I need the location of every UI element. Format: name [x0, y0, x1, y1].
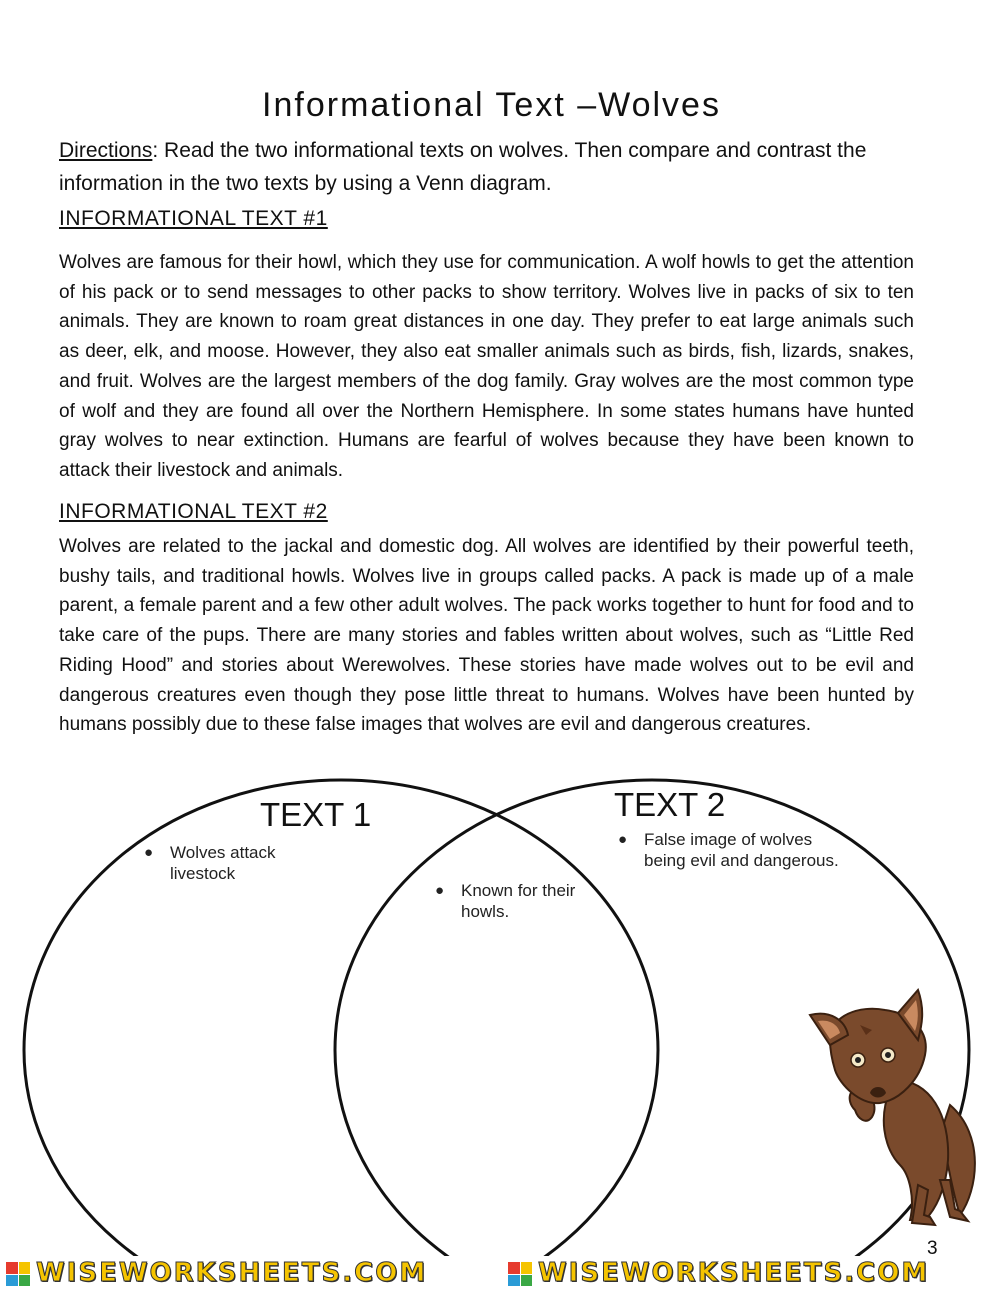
venn-right-note-text: False image of wolves being evil and dangerous. [644, 830, 839, 870]
wolf-illustration [800, 985, 980, 1230]
directions-text: : Read the two informational texts on wolves. Then compare and contrast the information in the two texts by using a Venn diagram. [59, 139, 867, 195]
text1-body: Wolves are famous for their howl, which they use for communication. A wolf howls to get the attention of his pack or to send messages to other packs to show territory. Wolves live in packs of six to ten animals. They are known to roam great distances in one day. They prefer to eat large animals such as deer, elk, and moose. However, they also eat smaller animals such as birds, fish, lizards, snakes, and fruit. Wolves are the largest members of the dog family. Gray wolves are the most common type of wolf and they are found all over the Northern Hemisphere. In some states humans have hunted gray wolves to near extinction. Humans are fearful of wolves because they have been known to attack their livestock and animals. [59, 252, 914, 481]
text2-heading: INFORMATIONAL TEXT #2 [59, 500, 328, 523]
venn-left-circle [24, 780, 658, 1256]
text1-heading: INFORMATIONAL TEXT #1 [59, 207, 328, 230]
venn-right-note[interactable] [618, 829, 844, 871]
venn-left-label: TEXT 1 [260, 796, 372, 833]
page-number: 3 [927, 1238, 938, 1259]
footer-brand-text: WISEWORKSHEETS.COM [538, 1258, 930, 1288]
venn-middle-note-text: Known for their howls. [461, 881, 576, 921]
bullet-icon: ● [618, 831, 628, 848]
wiseworksheets-logo-icon [6, 1262, 30, 1286]
footer-banner [0, 1256, 1000, 1291]
venn-left-note-text: Wolves attack livestock [170, 843, 276, 883]
footer-brand-text: WISEWORKSHEETS.COM [36, 1258, 428, 1288]
bullet-icon: ● [435, 882, 445, 899]
bullet-icon: ● [144, 844, 154, 861]
directions-label: Directions [59, 139, 153, 162]
text2-body: Wolves are related to the jackal and domestic dog. All wolves are identified by their powerful teeth, bushy tails, and traditional howls. Wolves live in groups called packs. A pack is made up of a male parent, a female parent and a few other adult wolves. The pack works together to hunt for food and to take care of the pups. There are many stories and fables written about wolves, such as “Little Red Riding Hood” and stories about Werewolves. These stories have made wolves out to be evil and dangerous creatures even though they pose little threat to humans. Wolves have been hunted by humans possibly due to these false images that wolves are evil and dangerous creatures. [59, 536, 914, 736]
page-title: Informational Text –Wolves [262, 86, 721, 124]
directions-paragraph [59, 134, 919, 200]
venn-right-label: TEXT 2 [614, 786, 726, 823]
wiseworksheets-logo-icon [508, 1262, 532, 1286]
venn-middle-note[interactable] [435, 880, 591, 922]
venn-left-note[interactable] [144, 842, 320, 884]
